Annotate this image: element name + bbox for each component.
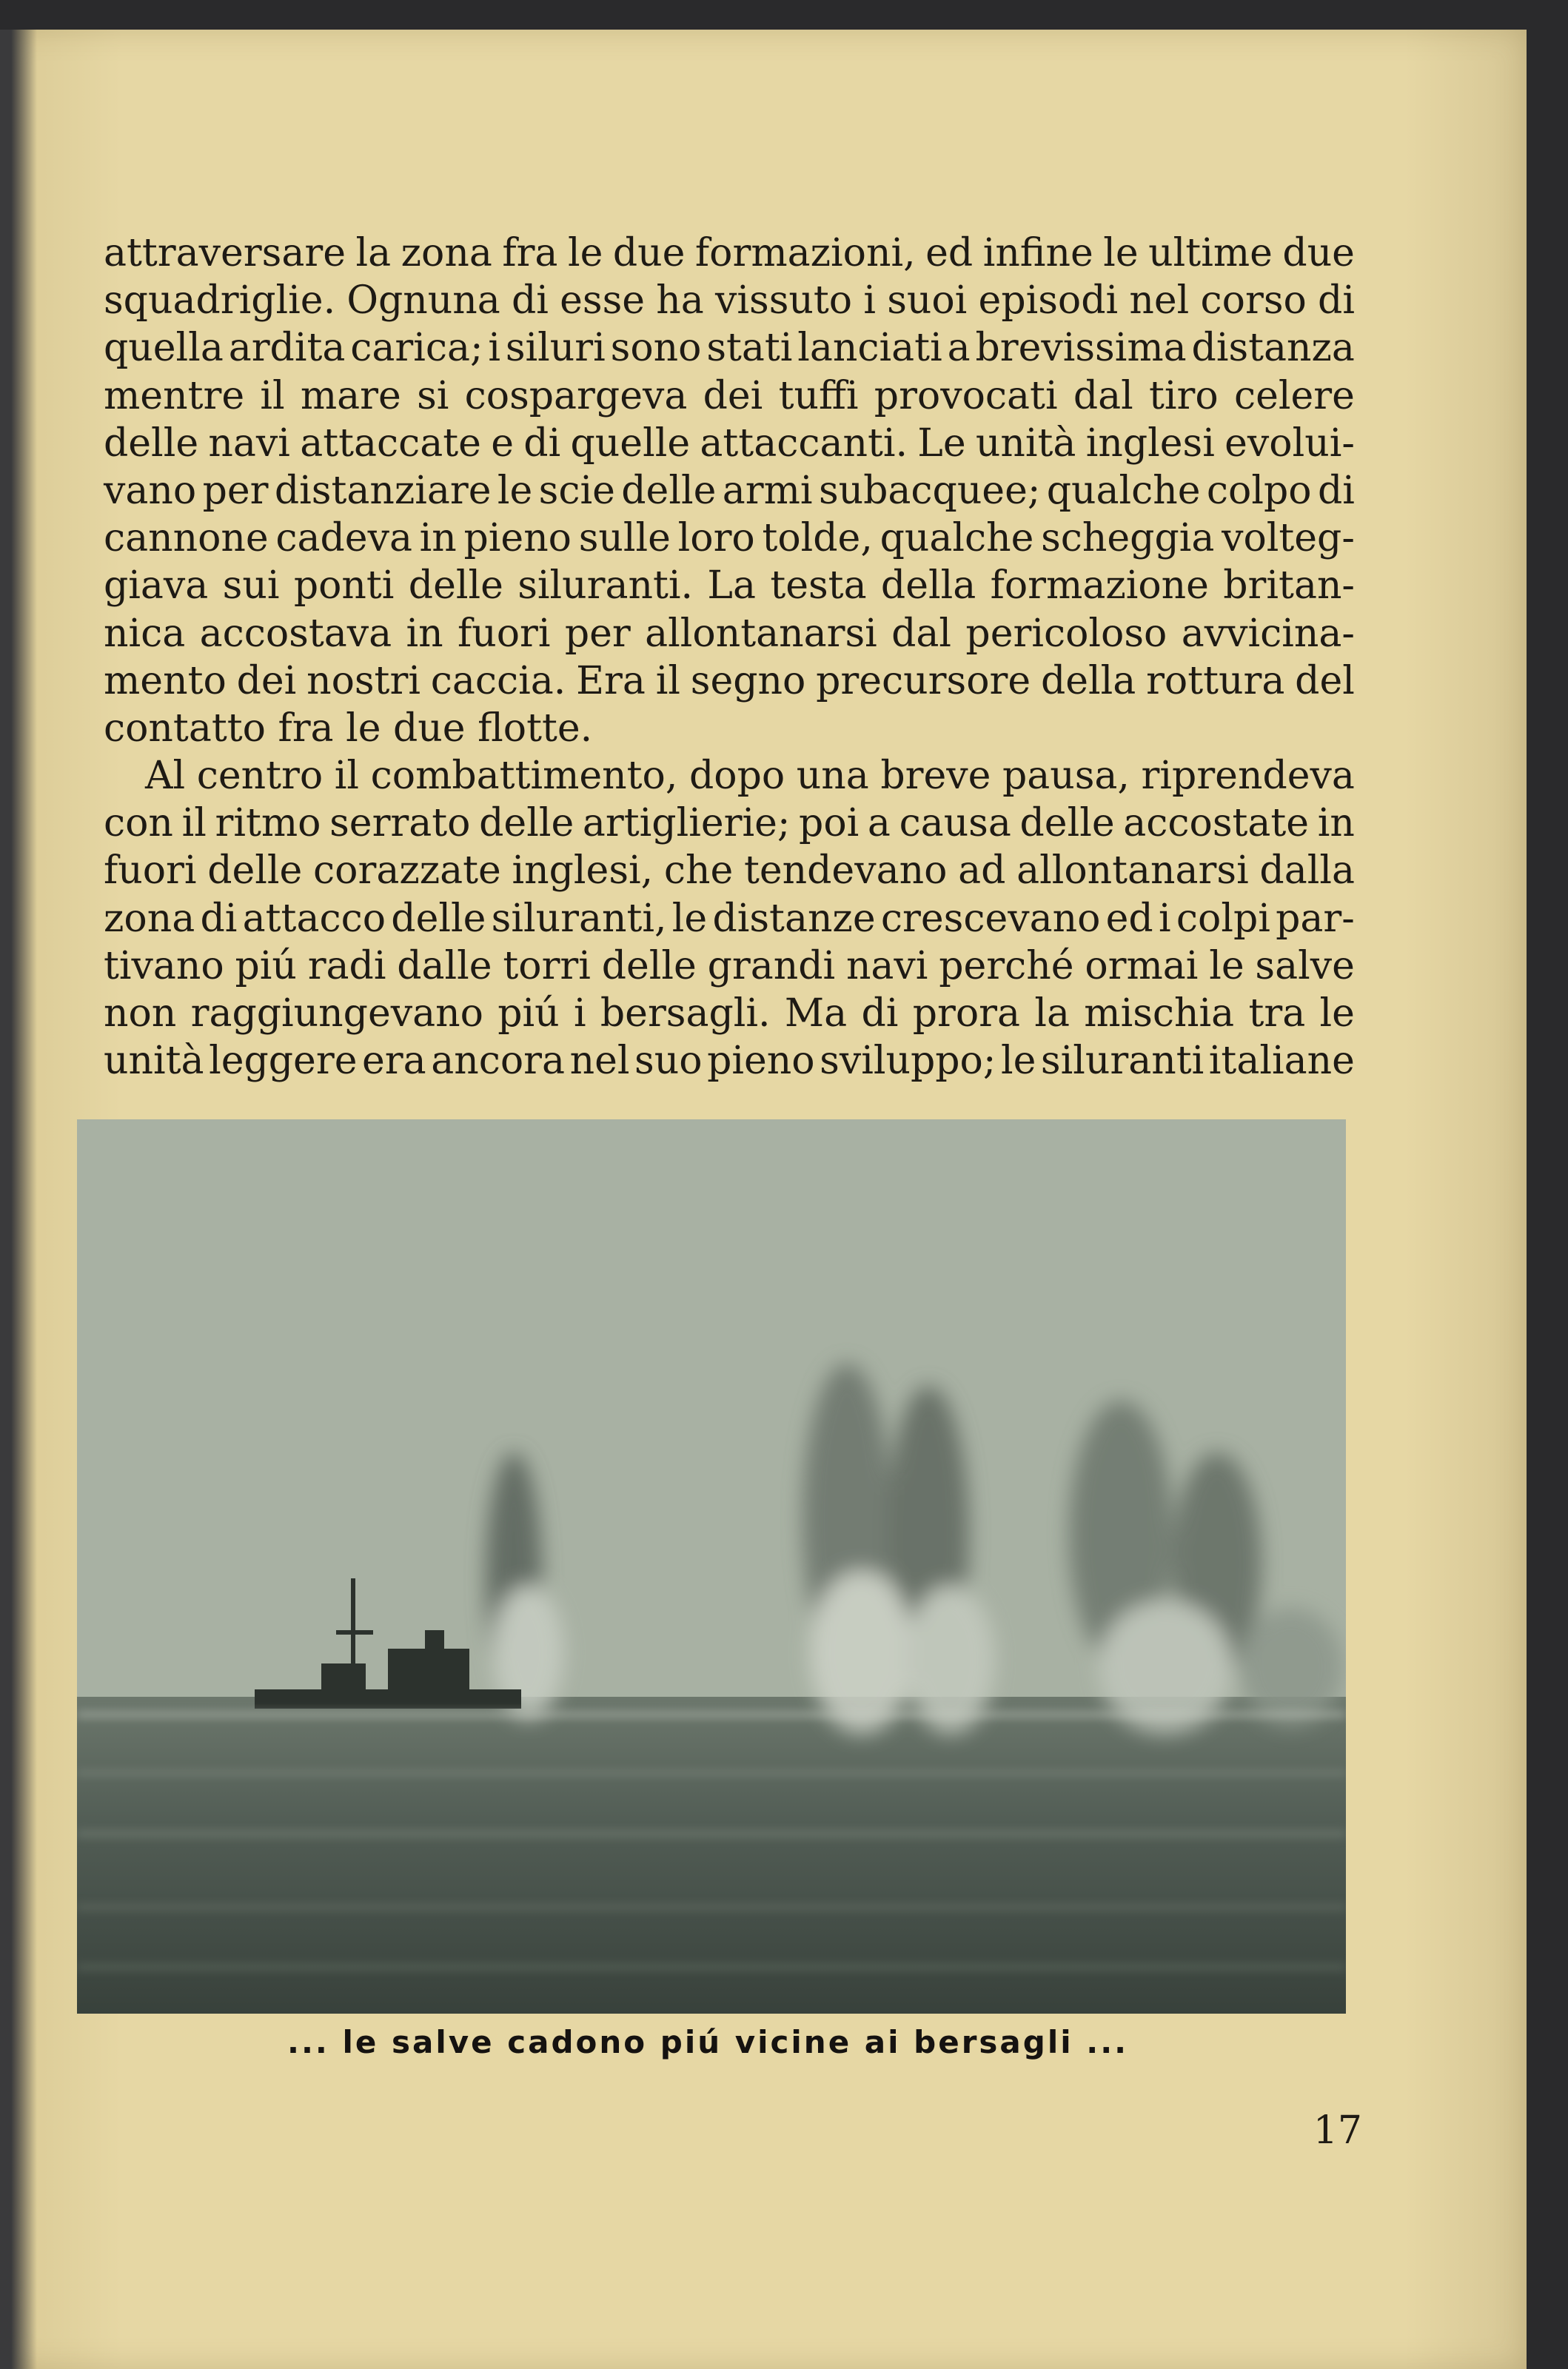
word: distanza bbox=[1191, 326, 1355, 371]
word: centro bbox=[196, 754, 324, 799]
word: prora bbox=[912, 991, 1020, 1036]
word: par- bbox=[1276, 896, 1355, 941]
word: in bbox=[406, 611, 443, 656]
text-line bbox=[104, 657, 1355, 705]
word: scie bbox=[538, 468, 615, 513]
word: carica; bbox=[350, 326, 483, 371]
word: una bbox=[796, 754, 869, 799]
text-line bbox=[104, 990, 1355, 1037]
word: dei bbox=[236, 658, 297, 703]
word: pericoloso bbox=[965, 611, 1167, 656]
word: qualche bbox=[880, 516, 1034, 561]
word: cospargeva bbox=[464, 373, 688, 418]
word: stati bbox=[706, 326, 793, 371]
word: siluranti. bbox=[517, 563, 694, 609]
word: che bbox=[663, 848, 734, 894]
word: dal bbox=[1073, 373, 1133, 418]
word: a bbox=[867, 801, 891, 846]
word: siluri bbox=[505, 326, 606, 371]
word: evolui- bbox=[1224, 420, 1355, 466]
word: sono bbox=[610, 326, 702, 371]
word: tiro bbox=[1149, 373, 1219, 418]
word: Al bbox=[145, 754, 186, 799]
word: ed bbox=[1105, 896, 1153, 941]
word: cadeva bbox=[275, 516, 412, 561]
word: attaccanti. bbox=[700, 420, 908, 466]
word: testa bbox=[770, 563, 867, 609]
word: le bbox=[497, 468, 533, 513]
word: nel bbox=[1129, 278, 1190, 324]
text-line bbox=[104, 1037, 1355, 1085]
word: britan- bbox=[1223, 563, 1355, 609]
word: La bbox=[707, 563, 756, 609]
word: in bbox=[1317, 801, 1355, 846]
text-line bbox=[104, 277, 1355, 324]
word: tivano bbox=[104, 943, 224, 988]
word: salve bbox=[1255, 943, 1355, 988]
word: in bbox=[419, 516, 457, 561]
word: Le bbox=[917, 420, 966, 466]
word: di bbox=[1318, 278, 1355, 324]
word: la bbox=[355, 231, 392, 275]
text-line bbox=[104, 895, 1355, 942]
word: distanziare bbox=[274, 468, 492, 513]
word: serrato bbox=[329, 801, 471, 846]
word: attaccate bbox=[300, 420, 481, 466]
word: quella bbox=[104, 326, 224, 371]
word: le bbox=[671, 896, 708, 941]
word: siluranti bbox=[1040, 1039, 1205, 1084]
word: le bbox=[1103, 231, 1139, 275]
word: perché bbox=[939, 943, 1074, 988]
word: causa bbox=[899, 801, 1011, 846]
word: zona bbox=[401, 231, 492, 275]
word: crescevano bbox=[880, 896, 1101, 941]
word: di bbox=[1317, 468, 1355, 513]
word: la bbox=[1034, 991, 1070, 1036]
word: ultime bbox=[1148, 231, 1273, 275]
word: avvicina- bbox=[1181, 611, 1355, 656]
word: grandi bbox=[707, 943, 836, 988]
word: attacco bbox=[242, 896, 386, 941]
word: di bbox=[511, 278, 549, 324]
word: tuffi bbox=[778, 373, 859, 418]
word: della bbox=[1040, 658, 1136, 703]
word: caccia. bbox=[430, 658, 566, 703]
word: tendevano bbox=[743, 848, 948, 894]
word: allontanarsi bbox=[645, 611, 877, 656]
word: corazzate bbox=[313, 848, 501, 894]
word: breve bbox=[880, 754, 991, 799]
word: non bbox=[104, 991, 177, 1036]
naval-battle-photo bbox=[77, 1119, 1346, 2014]
word: subacquee; bbox=[818, 468, 1041, 513]
word: dopo bbox=[688, 754, 785, 799]
word: zona bbox=[104, 896, 195, 941]
word: combattimento, bbox=[370, 754, 678, 799]
word: sviluppo; bbox=[820, 1039, 996, 1084]
word: due bbox=[612, 231, 686, 275]
word: ormai bbox=[1085, 943, 1199, 988]
word: del bbox=[1295, 658, 1355, 703]
word: fra bbox=[502, 231, 558, 275]
word: due bbox=[1282, 231, 1355, 275]
word: inglesi bbox=[1085, 420, 1215, 466]
word: Ma bbox=[784, 991, 848, 1036]
word: quelle bbox=[570, 420, 691, 466]
word: a bbox=[947, 326, 971, 371]
word: pieno bbox=[463, 516, 572, 561]
word: armi bbox=[722, 468, 813, 513]
word: delle bbox=[479, 801, 574, 846]
word: e bbox=[491, 420, 514, 466]
text-line bbox=[104, 229, 1355, 277]
word: ad bbox=[958, 848, 1006, 894]
word: di bbox=[861, 991, 899, 1036]
word: piú bbox=[235, 943, 297, 988]
word: bersagli. bbox=[600, 991, 771, 1036]
text-line bbox=[104, 467, 1355, 515]
word: mentre bbox=[104, 373, 245, 418]
word: segno bbox=[690, 658, 806, 703]
word: unità bbox=[975, 420, 1076, 466]
word: volteg- bbox=[1222, 516, 1355, 561]
word: i bbox=[573, 991, 586, 1036]
word: unità bbox=[104, 1039, 204, 1084]
word: corso bbox=[1200, 278, 1307, 324]
word: riprendeva bbox=[1141, 754, 1355, 799]
photo-caption: ... le salve cadono piú vicine ai bersagli ... bbox=[287, 2024, 1129, 2060]
word: delle bbox=[621, 468, 717, 513]
word: il bbox=[334, 754, 360, 799]
text-line bbox=[104, 800, 1355, 847]
word: per bbox=[564, 611, 631, 656]
text-line bbox=[104, 562, 1355, 609]
word: mare bbox=[300, 373, 401, 418]
word: squadriglie. bbox=[104, 278, 336, 324]
word: con bbox=[104, 801, 173, 846]
word: le bbox=[1209, 943, 1244, 988]
word: fuori bbox=[104, 848, 197, 894]
word: delle bbox=[601, 943, 697, 988]
word: esse bbox=[560, 278, 646, 324]
word: il bbox=[260, 373, 285, 418]
word: qualche bbox=[1046, 468, 1201, 513]
word: celere bbox=[1233, 373, 1355, 418]
text-line bbox=[104, 847, 1355, 894]
text-line bbox=[104, 752, 1355, 800]
word: precursore bbox=[816, 658, 1031, 703]
word: nica bbox=[104, 611, 186, 656]
text-line bbox=[104, 942, 1355, 990]
word: lanciati bbox=[797, 326, 942, 371]
word: mento bbox=[104, 658, 227, 703]
word: per bbox=[202, 468, 269, 513]
text-line: contatto fra le due flotte. bbox=[104, 706, 593, 751]
word: scheggia bbox=[1041, 516, 1215, 561]
word: nostri bbox=[306, 658, 421, 703]
word: formazioni, bbox=[694, 231, 916, 275]
page-number: 17 bbox=[1313, 2108, 1362, 2153]
word: di bbox=[200, 896, 238, 941]
word: navi bbox=[208, 420, 290, 466]
word: accostava bbox=[199, 611, 392, 656]
word: radi bbox=[307, 943, 386, 988]
word: brevissima bbox=[975, 326, 1187, 371]
word: sui bbox=[222, 563, 280, 609]
text-line bbox=[104, 420, 1355, 467]
word: tolde, bbox=[762, 516, 873, 561]
word: le bbox=[1000, 1039, 1036, 1084]
word: della bbox=[880, 563, 976, 609]
text-line bbox=[104, 372, 1355, 420]
word: dalle bbox=[397, 943, 492, 988]
word: accostate bbox=[1123, 801, 1310, 846]
word: poi bbox=[799, 801, 860, 846]
word: sulle bbox=[578, 516, 671, 561]
word: le bbox=[1319, 991, 1355, 1036]
word: piú bbox=[497, 991, 560, 1036]
word: infine bbox=[982, 231, 1093, 275]
word: delle bbox=[104, 420, 199, 466]
word: pausa, bbox=[1002, 754, 1130, 799]
word: ha bbox=[656, 278, 704, 324]
word: delle bbox=[391, 896, 486, 941]
word: delle bbox=[408, 563, 503, 609]
word: episodi bbox=[978, 278, 1119, 324]
word: cannone bbox=[104, 516, 269, 561]
word: dal bbox=[891, 611, 952, 656]
word: navi bbox=[845, 943, 928, 988]
word: rottura bbox=[1146, 658, 1285, 703]
word: mischia bbox=[1084, 991, 1235, 1036]
word: era bbox=[362, 1039, 426, 1084]
word: il bbox=[655, 658, 680, 703]
word: si bbox=[417, 373, 449, 418]
word: i bbox=[1158, 896, 1171, 941]
word: giava bbox=[104, 563, 209, 609]
word: allontanarsi bbox=[1016, 848, 1249, 894]
word: torri bbox=[503, 943, 591, 988]
word: colpo bbox=[1206, 468, 1312, 513]
word: raggiungevano bbox=[190, 991, 483, 1036]
word: ed bbox=[925, 231, 974, 275]
word: nel bbox=[569, 1039, 630, 1084]
word: i bbox=[863, 278, 876, 324]
word: distanze bbox=[712, 896, 876, 941]
word: fuori bbox=[457, 611, 551, 656]
word: ritmo bbox=[215, 801, 321, 846]
text-line bbox=[104, 515, 1355, 562]
word: siluranti, bbox=[491, 896, 667, 941]
word: colpi bbox=[1176, 896, 1270, 941]
word: il bbox=[181, 801, 207, 846]
word: vano bbox=[104, 468, 197, 513]
word: dalla bbox=[1259, 848, 1355, 894]
word: inglesi, bbox=[512, 848, 654, 894]
body-text bbox=[104, 229, 1355, 1085]
word: artiglierie; bbox=[582, 801, 791, 846]
word: i bbox=[488, 326, 500, 371]
word: Era bbox=[576, 658, 646, 703]
word: provocati bbox=[874, 373, 1058, 418]
word: ponti bbox=[293, 563, 395, 609]
word: delle bbox=[1019, 801, 1115, 846]
word: suo bbox=[634, 1039, 703, 1084]
word: loro bbox=[677, 516, 755, 561]
word: le bbox=[567, 231, 603, 275]
word: vissuto bbox=[715, 278, 853, 324]
word: attraversare bbox=[104, 231, 346, 275]
word: formazione bbox=[990, 563, 1209, 609]
text-line bbox=[104, 324, 1355, 372]
word: ancora bbox=[431, 1039, 566, 1084]
word: tra bbox=[1248, 991, 1306, 1036]
word: di bbox=[523, 420, 561, 466]
word: leggere bbox=[209, 1039, 358, 1084]
word: ardita bbox=[228, 326, 346, 371]
page-edge-shadow bbox=[0, 30, 37, 2369]
word: italiane bbox=[1208, 1039, 1355, 1084]
word: Ognuna bbox=[346, 278, 500, 324]
word: pieno bbox=[707, 1039, 815, 1084]
word: delle bbox=[207, 848, 303, 894]
word: suoi bbox=[887, 278, 968, 324]
word: dei bbox=[703, 373, 763, 418]
text-line bbox=[104, 610, 1355, 657]
